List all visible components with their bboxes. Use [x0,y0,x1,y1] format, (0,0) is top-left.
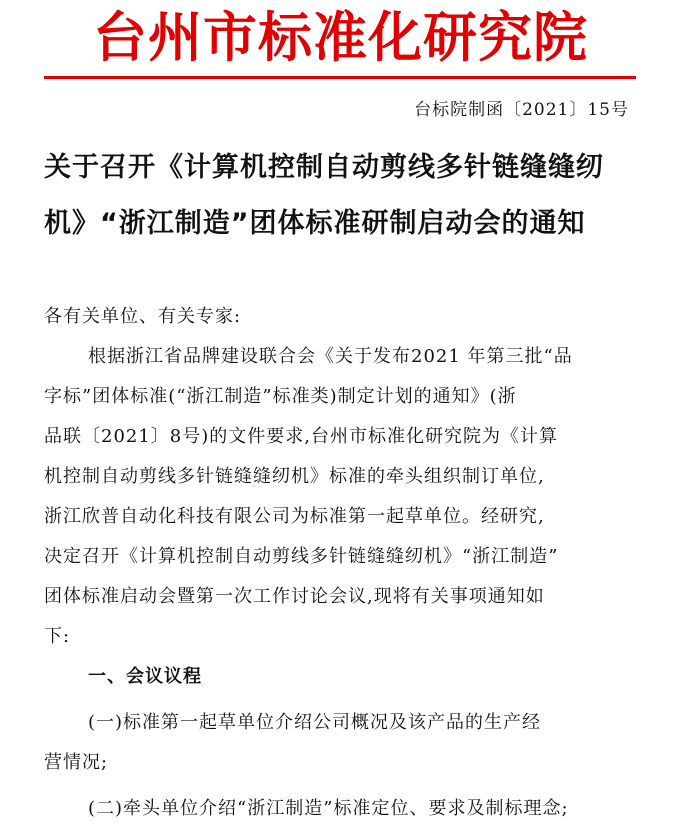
salutation: 各有关单位、有关专家: [44,306,242,327]
agenda-item-1 [44,703,644,783]
agenda-item-line: (一)标准第一起草单位介绍公司概况及该产品的生产经 [88,712,542,733]
document-body [44,297,644,829]
document-number: 台标院制函〔2021〕15号 [414,100,629,120]
document-title-line-2: 机》“浙江制造”团体标准研制启动会的通知 [44,208,586,239]
paragraph-line: 下: [44,626,71,647]
intro-paragraph [44,337,644,657]
paragraph-line: 团体标准启动会暨第一次工作讨论会议,现将有关事项通知如 [44,586,545,607]
section-heading-agenda: 一、会议议程 [88,666,202,687]
organization-letterhead: 台州市标准化研究院 [93,5,588,69]
letterhead-red-rule [44,76,636,79]
agenda-item-2 [44,789,644,829]
paragraph-line: 品联〔2021〕8号)的文件要求,台州市标准化研究院为《计算 [44,426,559,447]
document-title [44,140,644,252]
paragraph-line: 字标”团体标准(“浙江制造”标准类)制定计划的通知》(浙 [44,386,517,407]
paragraph-line: 决定召开《计算机控制自动剪线多针链缝缝纫机》“浙江制造” [44,546,559,567]
paragraph-line: 机控制自动剪线多针链缝缝纫机》标准的牵头组织制订单位, [44,466,545,487]
document-title-line-1: 关于召开《计算机控制自动剪线多针链缝缝纫 [44,152,604,183]
paragraph-line: 浙江欣普自动化科技有限公司为标准第一起草单位。经研究, [44,506,545,527]
paragraph-line: 根据浙江省品牌建设联合会《关于发布2021 年第三批“品 [88,346,573,367]
agenda-item-line: (二)牵头单位介绍“浙江制造”标准定位、要求及制标理念; [88,798,569,819]
agenda-item-line: 营情况; [44,752,109,773]
